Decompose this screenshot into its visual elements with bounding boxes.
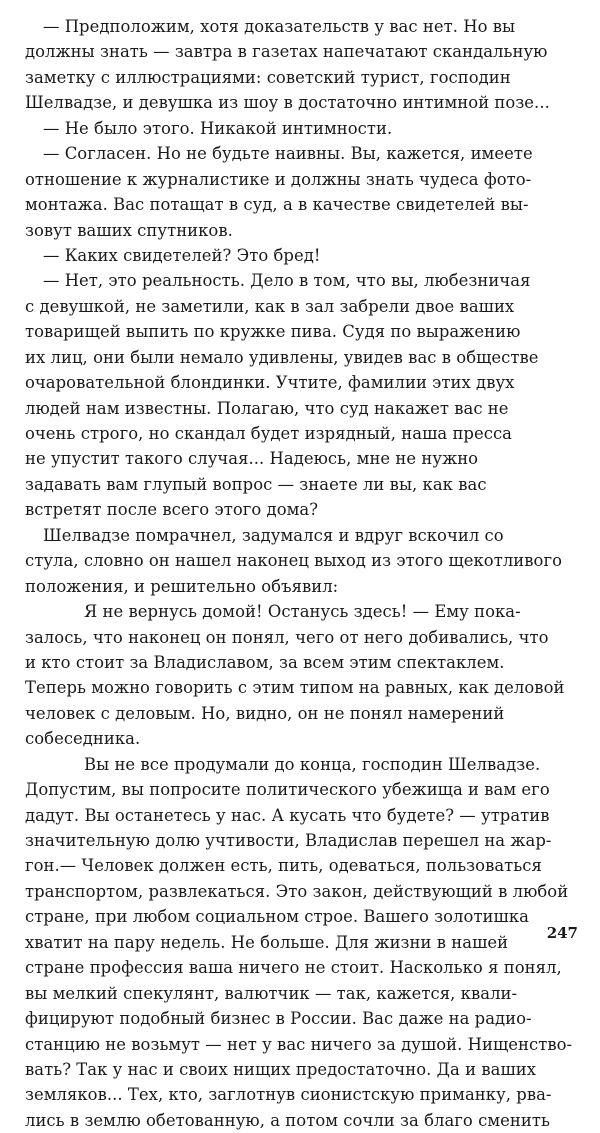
text-line: их лиц, они были немало удивлены, увидев вас в обществе <box>25 347 539 367</box>
text-line: стула, словно он нашел наконец выход из этого щекотливого <box>25 551 563 571</box>
page-number: 247 <box>546 924 578 942</box>
text-line: с девушкой, не заметили, как в зал забрели двое ваших <box>25 296 515 316</box>
text-line: — Предположим, хотя доказательств у вас нет. Но вы <box>43 17 516 36</box>
text-line: людей нам известны. Полагаю, что суд накажет вас не <box>25 398 509 418</box>
text-line: земляков... Тех, кто, заглотнув сионистскую приманку, рва- <box>25 1085 552 1105</box>
text-line: человек с деловым. Но, видно, он не понял намерений <box>25 703 505 723</box>
text-line: отношение к журналистике и должны знать чудеса фото- <box>25 169 532 189</box>
text-line: — Каких свидетелей? Это бред! <box>43 245 321 265</box>
text-line: товарищей выпить по кружке пива. Судя по выражению <box>25 322 521 342</box>
text-line: залось, что наконец он понял, чего от него добивались, что <box>25 627 549 647</box>
text-line: заметку с иллюстрациями: советский турист, господин <box>25 67 511 87</box>
text-line: вы мелкий спекулянт, валютчик — так, кажется, квали- <box>25 983 518 1003</box>
text-line: дадут. Вы останетесь у нас. А кусать что будете? — утратив <box>25 805 550 825</box>
text-line: фицируют подобный бизнес в России. Вас даже на радио- <box>25 1009 532 1029</box>
text-line: Я не вернусь домой! Останусь здесь! — Ему пока- <box>84 602 521 622</box>
text-line: вать? Так у нас и своих нищих предостаточно. Да и ваших <box>25 1059 537 1079</box>
text-line: значительную долю учтивости, Владислав перешел на жар- <box>25 831 552 850</box>
text-line: очень строго, но скандал будет изрядный, наша пресса <box>25 424 513 443</box>
text-line: Шелвадзе, и девушка из шоу в достаточно интимной позе... <box>25 93 550 113</box>
text-line: не упустит такого случая... Надеюсь, мне не нужно <box>25 449 479 469</box>
text-line: стране, при любом социальном строе. Вашего золотишка <box>25 907 529 927</box>
text-line: станцию не возьмут — нет у вас ничего за душой. Нищенство- <box>25 1034 573 1054</box>
text-line: положения, и решительно объявил: <box>25 576 339 596</box>
text-line: монтажа. Вас потащат в суд, а в качестве свидетелей вы- <box>25 195 529 215</box>
text-line: — Не было этого. Никакой интимности. <box>43 118 393 138</box>
text-line: должны знать — завтра в газетах напечатают скандальную <box>25 42 548 62</box>
text-line: стране профессия ваша ничего не стоит. Насколько я понял, <box>25 958 562 978</box>
text-line: — Согласен. Но не будьте наивны. Вы, кажется, имеете <box>43 144 533 164</box>
text-line: задавать вам глупый вопрос — знаете ли вы, как вас <box>25 474 487 494</box>
text-line: очаровательной блондинки. Учтите, фамилии этих двух <box>25 373 515 393</box>
text-line: Шелвадзе помрачнел, задумался и вдруг вскочил со <box>43 525 504 545</box>
text-line: лись в землю обетованную, а потом сочли за благо сменить <box>25 1110 550 1130</box>
text-line: Вы не все продумали до конца, господин Шелвадзе. <box>84 754 541 774</box>
text-line: хватит на пару недель. Не больше. Для жизни в нашей <box>25 932 509 952</box>
text-line: и кто стоит за Владиславом, за всем этим спектаклем. <box>25 652 505 672</box>
text-line: Допустим, вы попросите политического убежища и вам его <box>25 780 550 800</box>
text-line: встретят после всего этого дома? <box>25 500 319 520</box>
text-line: Теперь можно говорить с этим типом на равных, как деловой <box>25 678 565 698</box>
text-line: транспортом, развлекаться. Это закон, действующий в любой <box>25 881 569 901</box>
text-line: собеседника. <box>25 729 141 749</box>
text-line: гон.— Человек должен есть, пить, одеваться, пользоваться <box>25 856 542 876</box>
text-line: зовут ваших спутников. <box>25 220 233 240</box>
text-line: — Нет, это реальность. Дело в том, что вы, любезничая <box>43 271 531 291</box>
body-text <box>25 14 580 1133</box>
